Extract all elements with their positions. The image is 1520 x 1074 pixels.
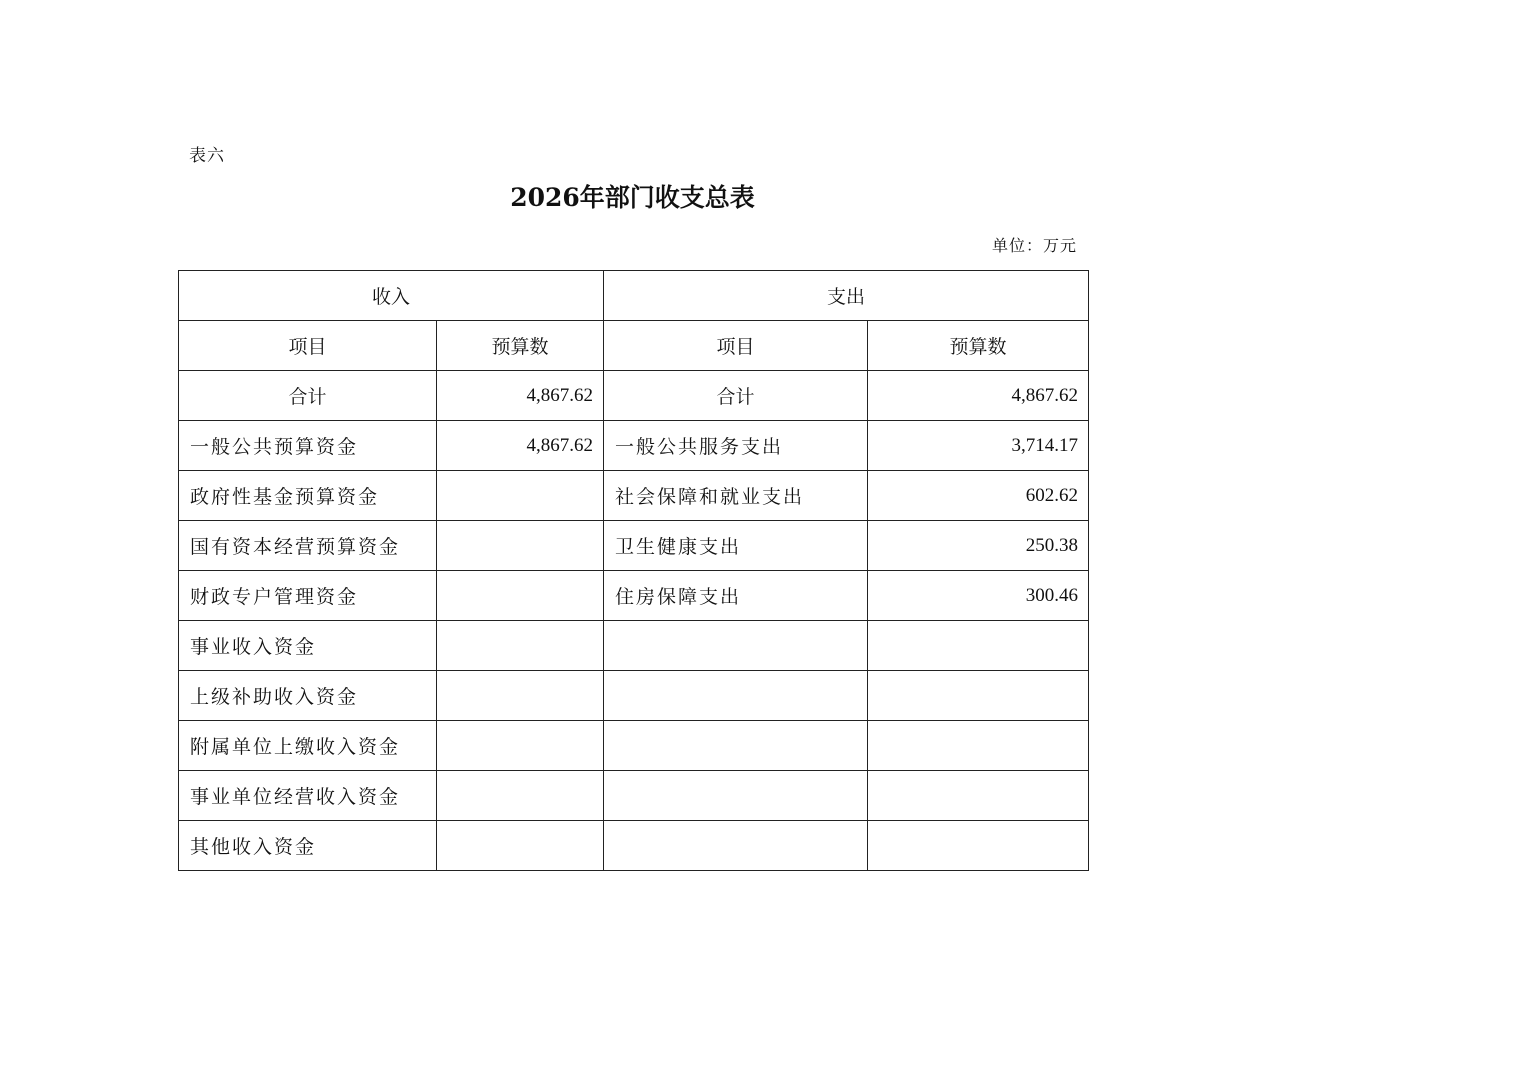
income-value bbox=[437, 471, 604, 521]
expense-value: 250.38 bbox=[868, 521, 1089, 571]
income-item: 事业收入资金 bbox=[179, 621, 437, 671]
subheader-row bbox=[179, 321, 1089, 371]
page-title: 2026年部门收支总表 bbox=[510, 183, 755, 212]
expense-header: 支出 bbox=[604, 271, 1089, 321]
expense-item bbox=[604, 671, 868, 721]
income-value: 4,867.62 bbox=[437, 421, 604, 471]
expense-value bbox=[868, 721, 1089, 771]
expense-item bbox=[604, 771, 868, 821]
expense-value bbox=[868, 821, 1089, 871]
income-value bbox=[437, 721, 604, 771]
table-label: 表六 bbox=[189, 146, 225, 166]
table-row bbox=[179, 521, 1089, 571]
table-row bbox=[179, 471, 1089, 521]
header-row bbox=[179, 271, 1089, 321]
expense-budget-header: 预算数 bbox=[868, 321, 1089, 371]
income-value bbox=[437, 671, 604, 721]
income-item: 政府性基金预算资金 bbox=[179, 471, 437, 521]
income-value bbox=[437, 771, 604, 821]
table-row bbox=[179, 771, 1089, 821]
table-row bbox=[179, 571, 1089, 621]
expense-item-header: 项目 bbox=[604, 321, 868, 371]
income-total-label: 合计 bbox=[179, 371, 437, 421]
income-value bbox=[437, 571, 604, 621]
expense-item bbox=[604, 721, 868, 771]
table-row bbox=[179, 721, 1089, 771]
income-item: 其他收入资金 bbox=[179, 821, 437, 871]
table-row bbox=[179, 621, 1089, 671]
table-row bbox=[179, 821, 1089, 871]
income-item: 附属单位上缴收入资金 bbox=[179, 721, 437, 771]
income-value bbox=[437, 621, 604, 671]
total-row bbox=[179, 371, 1089, 421]
income-header: 收入 bbox=[179, 271, 604, 321]
income-item: 一般公共预算资金 bbox=[179, 421, 437, 471]
expense-item: 住房保障支出 bbox=[604, 571, 868, 621]
expense-value: 3,714.17 bbox=[868, 421, 1089, 471]
expense-total-value: 4,867.62 bbox=[868, 371, 1089, 421]
income-budget-header: 预算数 bbox=[437, 321, 604, 371]
expense-item: 卫生健康支出 bbox=[604, 521, 868, 571]
income-item-header: 项目 bbox=[179, 321, 437, 371]
table-row bbox=[179, 671, 1089, 721]
income-item: 事业单位经营收入资金 bbox=[179, 771, 437, 821]
income-item: 上级补助收入资金 bbox=[179, 671, 437, 721]
expense-item bbox=[604, 821, 868, 871]
income-total-value: 4,867.62 bbox=[437, 371, 604, 421]
income-value bbox=[437, 821, 604, 871]
expense-value: 602.62 bbox=[868, 471, 1089, 521]
expense-value bbox=[868, 771, 1089, 821]
expense-total-label: 合计 bbox=[604, 371, 868, 421]
budget-table bbox=[178, 270, 1089, 871]
income-value bbox=[437, 521, 604, 571]
expense-value bbox=[868, 671, 1089, 721]
expense-value bbox=[868, 621, 1089, 671]
income-item: 财政专户管理资金 bbox=[179, 571, 437, 621]
unit-label: 单位：万元 bbox=[991, 236, 1077, 255]
expense-item: 社会保障和就业支出 bbox=[604, 471, 868, 521]
table-row bbox=[179, 421, 1089, 471]
expense-value: 300.46 bbox=[868, 571, 1089, 621]
expense-item: 一般公共服务支出 bbox=[604, 421, 868, 471]
expense-item bbox=[604, 621, 868, 671]
income-item: 国有资本经营预算资金 bbox=[179, 521, 437, 571]
